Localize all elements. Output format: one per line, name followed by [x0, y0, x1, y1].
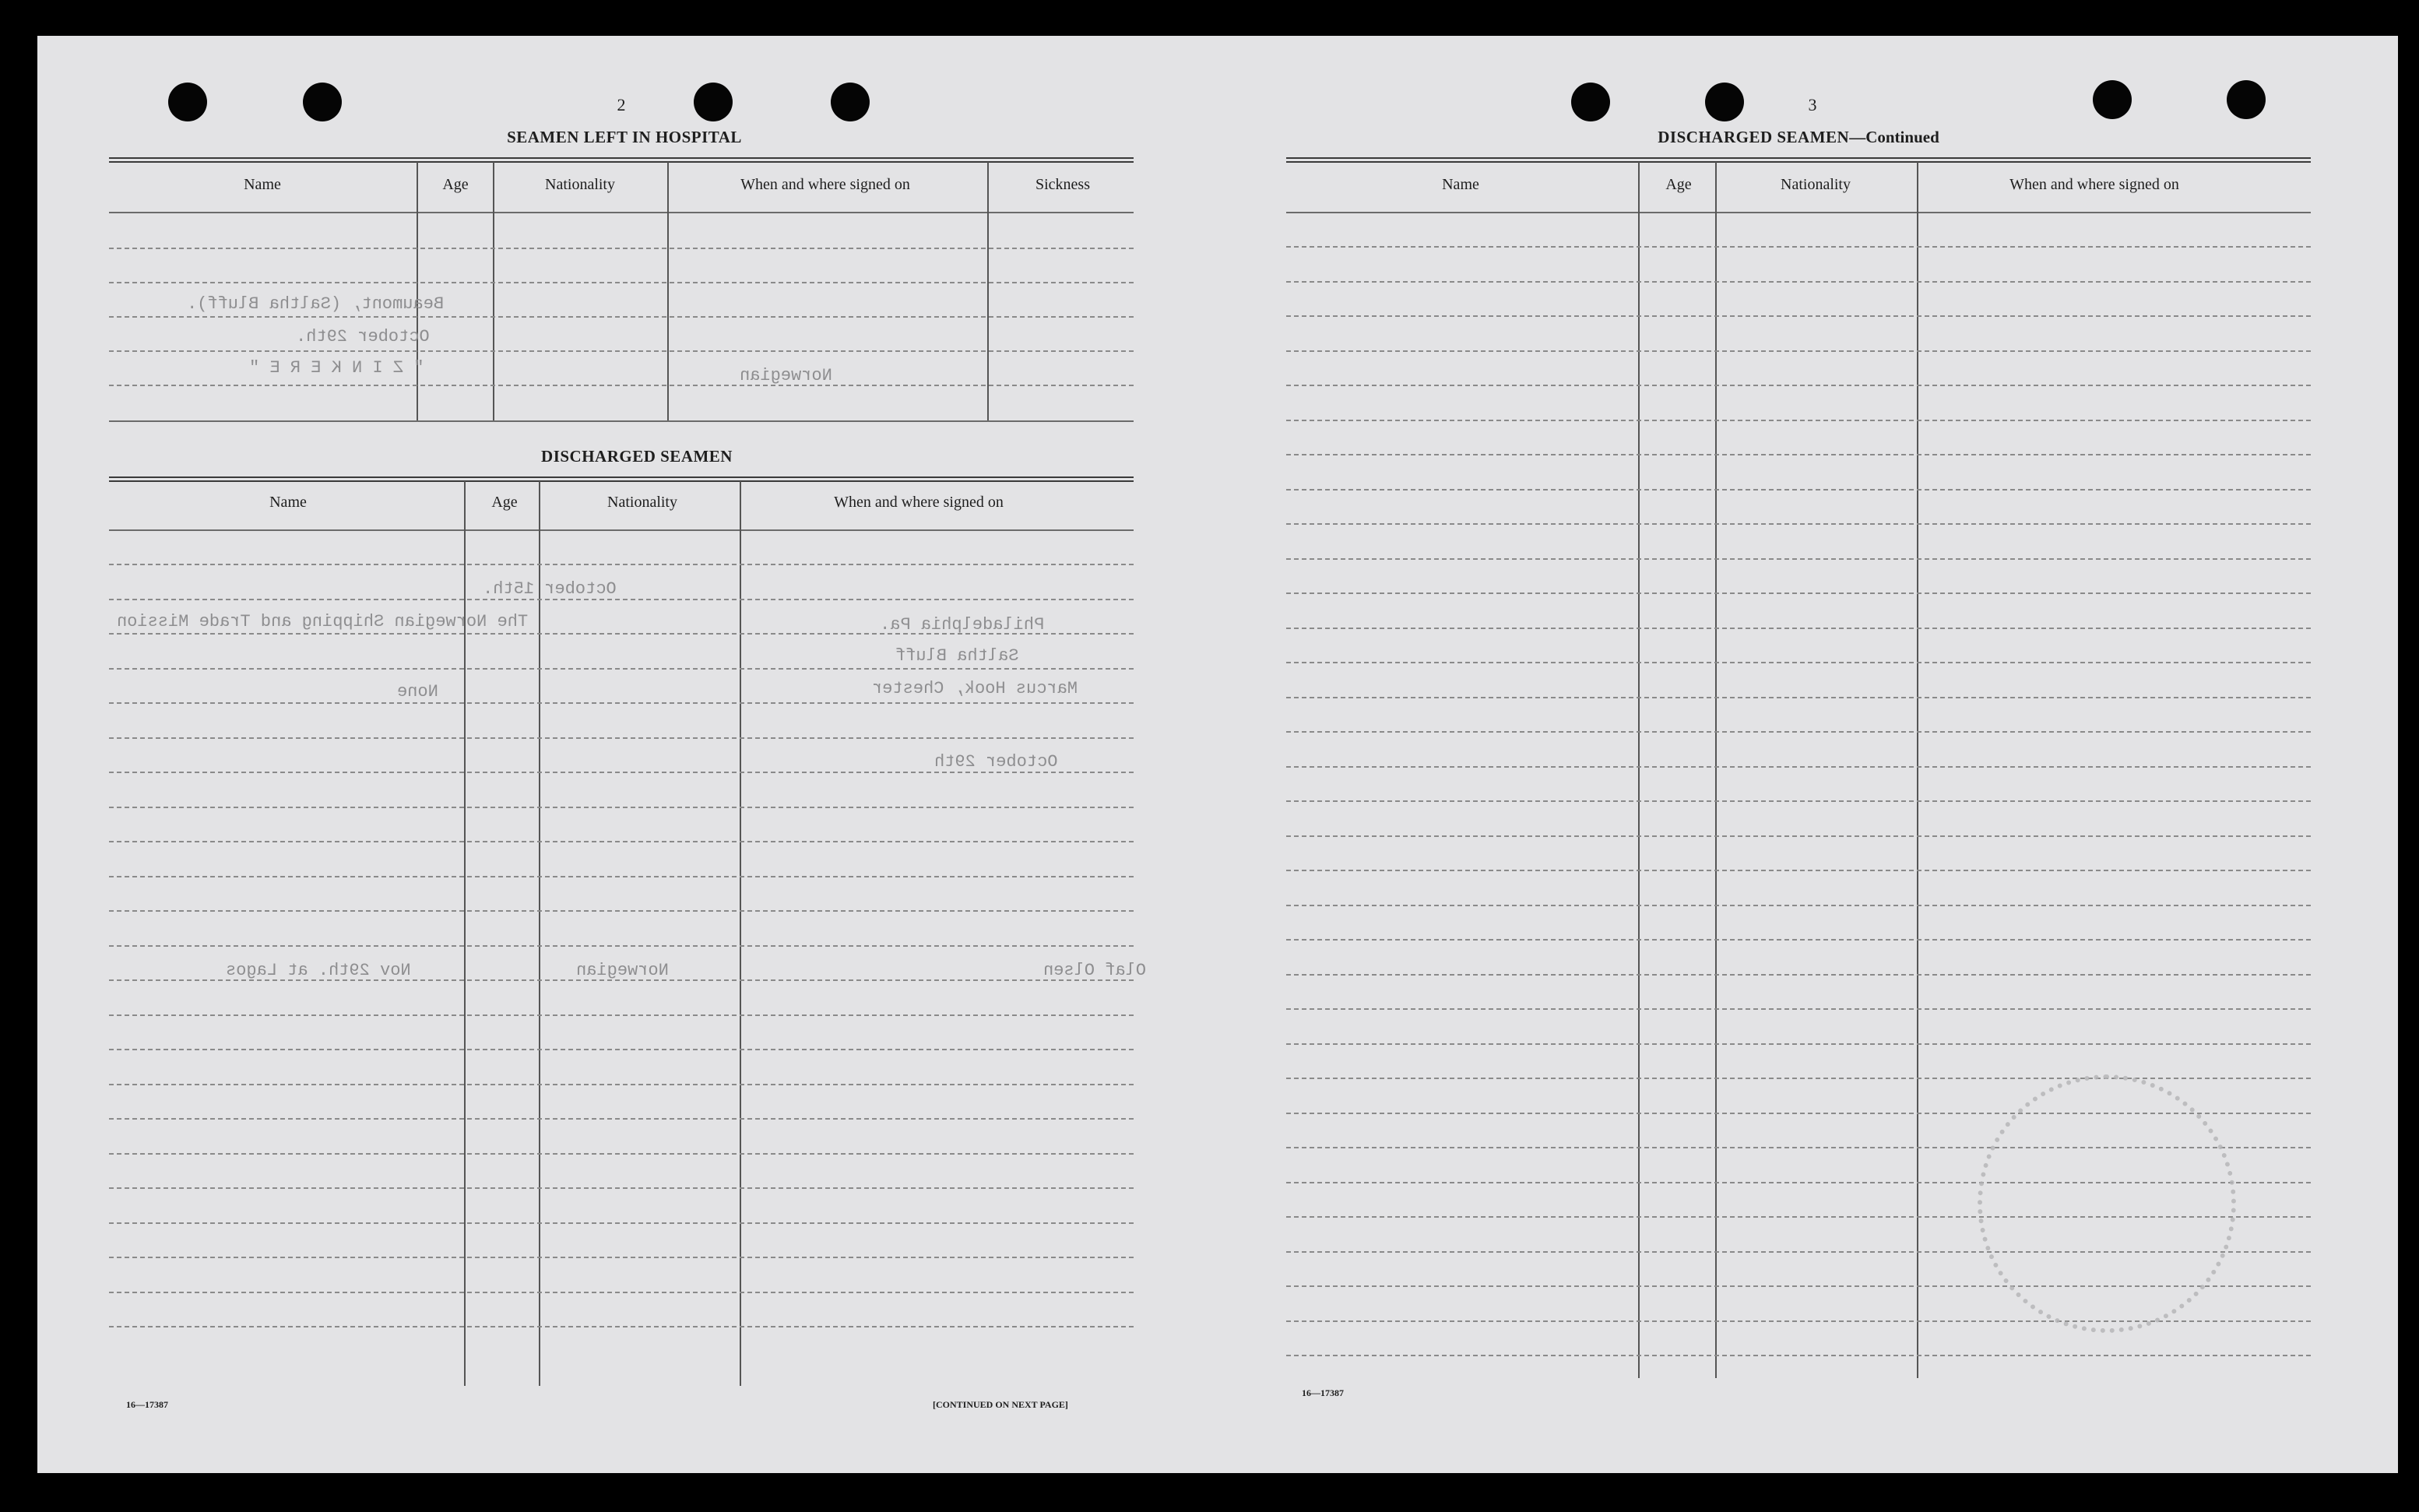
discharged-section-title: DISCHARGED SEAMEN	[541, 447, 733, 466]
row-rule	[1286, 870, 2311, 871]
continued-header-bottom	[1286, 212, 2311, 213]
continued-note: [CONTINUED ON NEXT PAGE]	[933, 1399, 1068, 1410]
row-rule	[109, 945, 1134, 947]
discharged-col-age: Age	[491, 494, 518, 511]
row-rule	[1286, 592, 2311, 594]
bleed-through-text: October 29th.	[296, 327, 430, 346]
hospital-row-rule	[109, 385, 1134, 386]
continued-col-name: Name	[1442, 176, 1479, 193]
row-rule	[109, 772, 1134, 773]
row-rule	[1286, 523, 2311, 525]
row-rule	[1286, 246, 2311, 248]
bleed-through-text: October 29th	[934, 752, 1058, 772]
continued-col-divider	[1638, 162, 1640, 1378]
punch-hole-icon	[694, 83, 733, 121]
row-rule	[1286, 281, 2311, 283]
punch-hole-icon	[2227, 80, 2266, 119]
punch-hole-icon	[831, 83, 870, 121]
row-rule	[1286, 697, 2311, 698]
bleed-through-text: October 15th.	[483, 579, 617, 599]
page-number-left: 2	[617, 95, 626, 114]
hospital-col-signed-on: When and where signed on	[740, 176, 910, 193]
row-rule	[109, 702, 1134, 704]
row-rule	[1286, 454, 2311, 455]
punch-hole-icon	[1571, 83, 1610, 121]
hospital-col-age: Age	[442, 176, 469, 193]
row-rule	[109, 1187, 1134, 1189]
row-rule	[1286, 800, 2311, 802]
row-rule	[1286, 974, 2311, 976]
hospital-col-divider	[987, 162, 989, 420]
continued-header-rule	[1286, 157, 2311, 163]
row-rule	[109, 910, 1134, 912]
hospital-header-bottom	[109, 212, 1134, 213]
hospital-row-rule	[109, 282, 1134, 283]
continued-col-signed-on: When and where signed on	[2009, 176, 2179, 193]
faint-stamp	[1978, 1074, 2236, 1333]
row-rule	[109, 1084, 1134, 1085]
continued-col-nationality: Nationality	[1781, 176, 1851, 193]
bleed-through-text: Marcus Hook, Chester	[872, 679, 1078, 698]
hospital-col-divider	[417, 162, 418, 420]
hospital-col-name: Name	[244, 176, 281, 193]
row-rule	[109, 841, 1134, 842]
row-rule	[1286, 939, 2311, 941]
row-rule	[109, 1292, 1134, 1293]
form-number-left: 16—17387	[126, 1399, 168, 1410]
discharged-header-rule	[109, 476, 1134, 482]
hospital-col-nationality: Nationality	[545, 176, 615, 193]
row-rule	[109, 1222, 1134, 1224]
bleed-through-text: " Z I N K E R E "	[249, 358, 424, 378]
bleed-through-text: Norwegian	[740, 366, 832, 385]
row-rule	[1286, 628, 2311, 629]
row-rule	[109, 1118, 1134, 1120]
row-rule	[109, 807, 1134, 808]
row-rule	[1286, 1355, 2311, 1356]
row-rule	[1286, 350, 2311, 352]
discharged-col-name: Name	[269, 494, 307, 511]
row-rule	[109, 737, 1134, 739]
row-rule	[1286, 731, 2311, 733]
row-rule	[1286, 662, 2311, 663]
discharged-continued-title-main: DISCHARGED SEAMEN	[1658, 128, 1850, 146]
row-rule	[1286, 835, 2311, 837]
row-rule	[109, 876, 1134, 877]
continued-col-age: Age	[1665, 176, 1692, 193]
punch-hole-icon	[303, 83, 342, 121]
row-rule	[109, 1326, 1134, 1327]
bleed-through-text: Beaumont, (Saltha Bluff).	[187, 294, 445, 314]
hospital-row-rule	[109, 316, 1134, 318]
hospital-row-rule	[109, 248, 1134, 249]
row-rule	[1286, 385, 2311, 386]
row-rule	[1286, 1078, 2311, 1079]
hospital-row-rule	[109, 350, 1134, 352]
bleed-through-text: Saltha Bluff	[895, 646, 1019, 666]
punch-hole-icon	[2093, 80, 2132, 119]
row-rule	[1286, 905, 2311, 906]
row-rule	[109, 1257, 1134, 1258]
row-rule	[1286, 489, 2311, 491]
row-rule	[1286, 766, 2311, 768]
hospital-header-rule	[109, 157, 1134, 163]
discharged-col-nationality: Nationality	[607, 494, 677, 511]
discharged-col-divider	[539, 481, 540, 1386]
punch-hole-icon	[1705, 83, 1744, 121]
hospital-bottom-rule	[109, 420, 1134, 422]
row-rule	[1286, 558, 2311, 560]
bleed-through-text: Olaf Olsen	[1043, 961, 1147, 980]
row-rule	[1286, 1008, 2311, 1010]
row-rule	[109, 599, 1134, 600]
discharged-col-divider	[740, 481, 741, 1386]
row-rule	[1286, 1043, 2311, 1045]
bleed-through-text: Norwegian	[576, 961, 669, 980]
row-rule	[109, 1049, 1134, 1050]
discharged-continued-title	[1658, 128, 1939, 147]
hospital-section-title: SEAMEN LEFT IN HOSPITAL	[507, 128, 742, 146]
continued-suffix: —Continued	[1849, 128, 1939, 146]
row-rule	[109, 1014, 1134, 1016]
row-rule	[109, 564, 1134, 565]
bleed-through-text: The Norwegian Shipping and Trade Mission	[117, 612, 529, 631]
hospital-col-divider	[667, 162, 669, 420]
hospital-col-divider	[493, 162, 494, 420]
row-rule	[1286, 315, 2311, 317]
row-rule	[1286, 420, 2311, 421]
bleed-through-text: Nov 29th. at Lagos	[226, 961, 411, 980]
bleed-through-text: Philadelphia Pa.	[880, 615, 1045, 635]
discharged-col-signed-on: When and where signed on	[834, 494, 1004, 511]
page-number-right: 3	[1808, 95, 1817, 114]
punch-hole-icon	[168, 83, 207, 121]
row-rule	[109, 1153, 1134, 1155]
continued-col-divider	[1715, 162, 1717, 1378]
row-rule	[109, 668, 1134, 670]
form-number-right: 16—17387	[1302, 1387, 1344, 1398]
discharged-header-bottom	[109, 529, 1134, 531]
continued-col-divider	[1917, 162, 1918, 1378]
bleed-through-text: None	[397, 682, 438, 701]
hospital-col-sickness: Sickness	[1035, 176, 1090, 193]
